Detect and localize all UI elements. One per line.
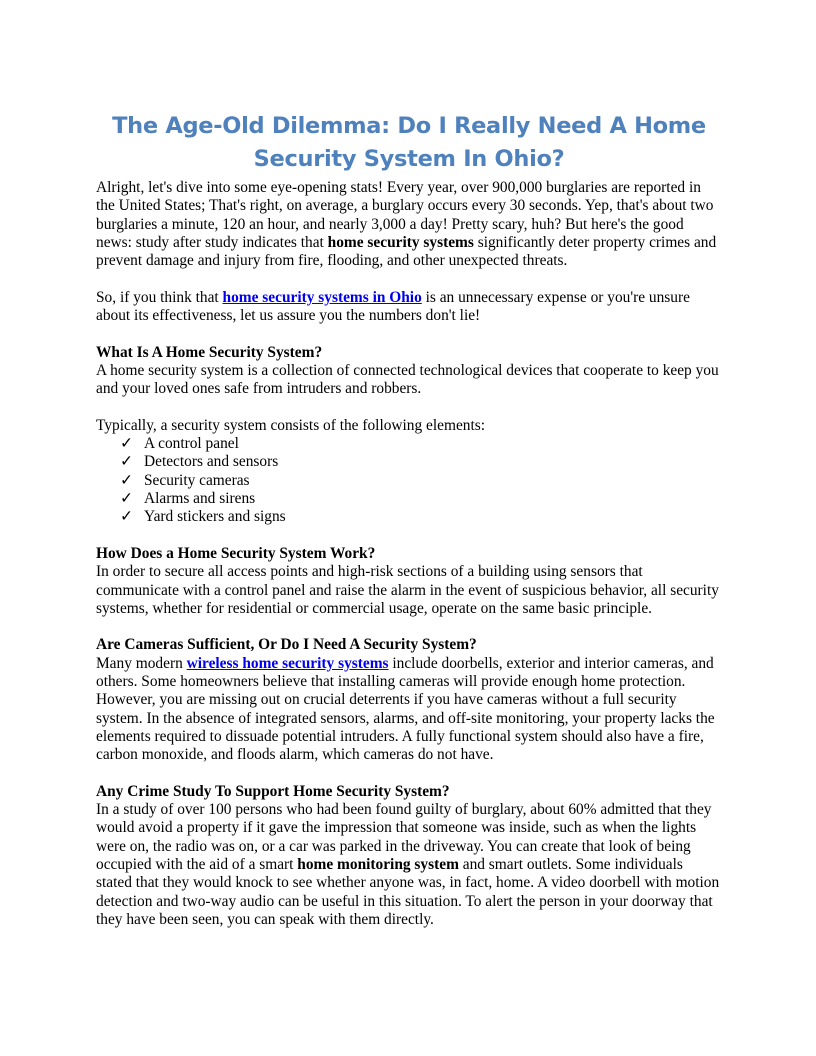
intro-paragraph-2: [96, 289, 722, 326]
section-heading-cameras: Are Cameras Sufficient, Or Do I Need A Security System?: [96, 636, 477, 654]
document-page: [96, 110, 722, 929]
list-item-label: Detectors and sensors: [144, 453, 279, 471]
intro-text: Alright, let's dive into some eye-opening stats! Every year, over 900,000 burglaries are reported in the United States; That's right, on average, a burglary occurs every 30 seconds. Yep, that's about two burglaries a minute, 120 an hour, and nearly 3,000 a day! Pretty scary, huh? But here's the good news: study after study indicates that: [96, 179, 714, 251]
crime-text-cont: and smart outlets. Some individuals stated that they would knock to see whether anyone was, in fact, home. A video doorbell with motion detection and two-way audio can be useful in this situation. To alert the person in your doorway that they have been seen, you can speak with them directly.: [96, 855, 720, 928]
section-body-crime-study: [96, 801, 722, 929]
section-body-cameras: [96, 655, 722, 765]
ohio-security-link[interactable]: home security systems in Ohio: [222, 288, 422, 306]
check-icon: ✓: [120, 490, 133, 508]
section-heading-crime-study: Any Crime Study To Support Home Security System?: [96, 782, 450, 800]
section-heading-how-works: How Does a Home Security System Work?: [96, 544, 376, 562]
list-item: [120, 508, 722, 526]
check-icon: ✓: [120, 453, 133, 471]
wireless-security-link[interactable]: wireless home security systems: [186, 654, 389, 672]
crime-text: In a study of over 100 persons who had been found guilty of burglary, about 60% admitted that they would avoid a property if it gave the impression that someone was inside, such as when the lights were on, the radio was on, or a car was parked in the driveway. You can create that look of being occupied with the aid of a smart: [96, 801, 712, 873]
list-item-label: Yard stickers and signs: [144, 508, 286, 526]
intro2-text: So, if you think that: [96, 288, 223, 306]
list-item: [120, 490, 722, 508]
intro-paragraph: [96, 179, 722, 270]
list-item-label: Alarms and sirens: [144, 490, 256, 508]
check-icon: ✓: [120, 435, 133, 453]
section-body-how-works: In order to secure all access points and high-risk sections of a building using sensors that communicate with a control panel and raise the alarm in the event of suspicious behavior, all security systems, whether for residential or commercial usage, operate on the same basic principle.: [96, 563, 719, 617]
list-item-label: A control panel: [144, 435, 239, 453]
cameras-text: Many modern: [96, 654, 187, 672]
list-intro: Typically, a security system consists of the following elements:: [96, 416, 486, 434]
intro2-text-cont: is an unnecessary expense or you're unsure about its effectiveness, let us assure you the numbers don't lie!: [96, 288, 690, 325]
crime-bold-phrase: home monitoring system: [297, 855, 459, 873]
page-title: The Age-Old Dilemma: Do I Really Need A Home Security System In Ohio?: [112, 113, 706, 172]
list-item: [120, 435, 722, 453]
elements-list: [96, 435, 722, 526]
list-item: [120, 453, 722, 471]
check-icon: ✓: [120, 471, 133, 489]
intro-text-cont: significantly deter property crimes and prevent damage and injury from fire, flooding, and other unexpected threats.: [96, 233, 717, 270]
intro-bold-phrase: home security systems: [327, 233, 474, 251]
list-item-label: Security cameras: [144, 471, 250, 489]
check-icon: ✓: [120, 508, 133, 526]
list-item: [120, 472, 722, 490]
section-heading-what-is: What Is A Home Security System?: [96, 343, 323, 361]
section-body-what-is: A home security system is a collection of connected technological devices that cooperate to keep you and your loved ones safe from intruders and robbers.: [96, 361, 719, 398]
cameras-text-cont: include doorbells, exterior and interior cameras, and others. Some homeowners believe that installing cameras will provide enough home protection. However, you are missing out on crucial deterrents if you have cameras without a full security system. In the absence of integrated sensors, alarms, and off-site monitoring, your property lacks the elements required to dissuade potential intruders. A fully functional system should also have a fire, carbon monoxide, and floods alarm, which cameras do not have.: [96, 654, 715, 764]
